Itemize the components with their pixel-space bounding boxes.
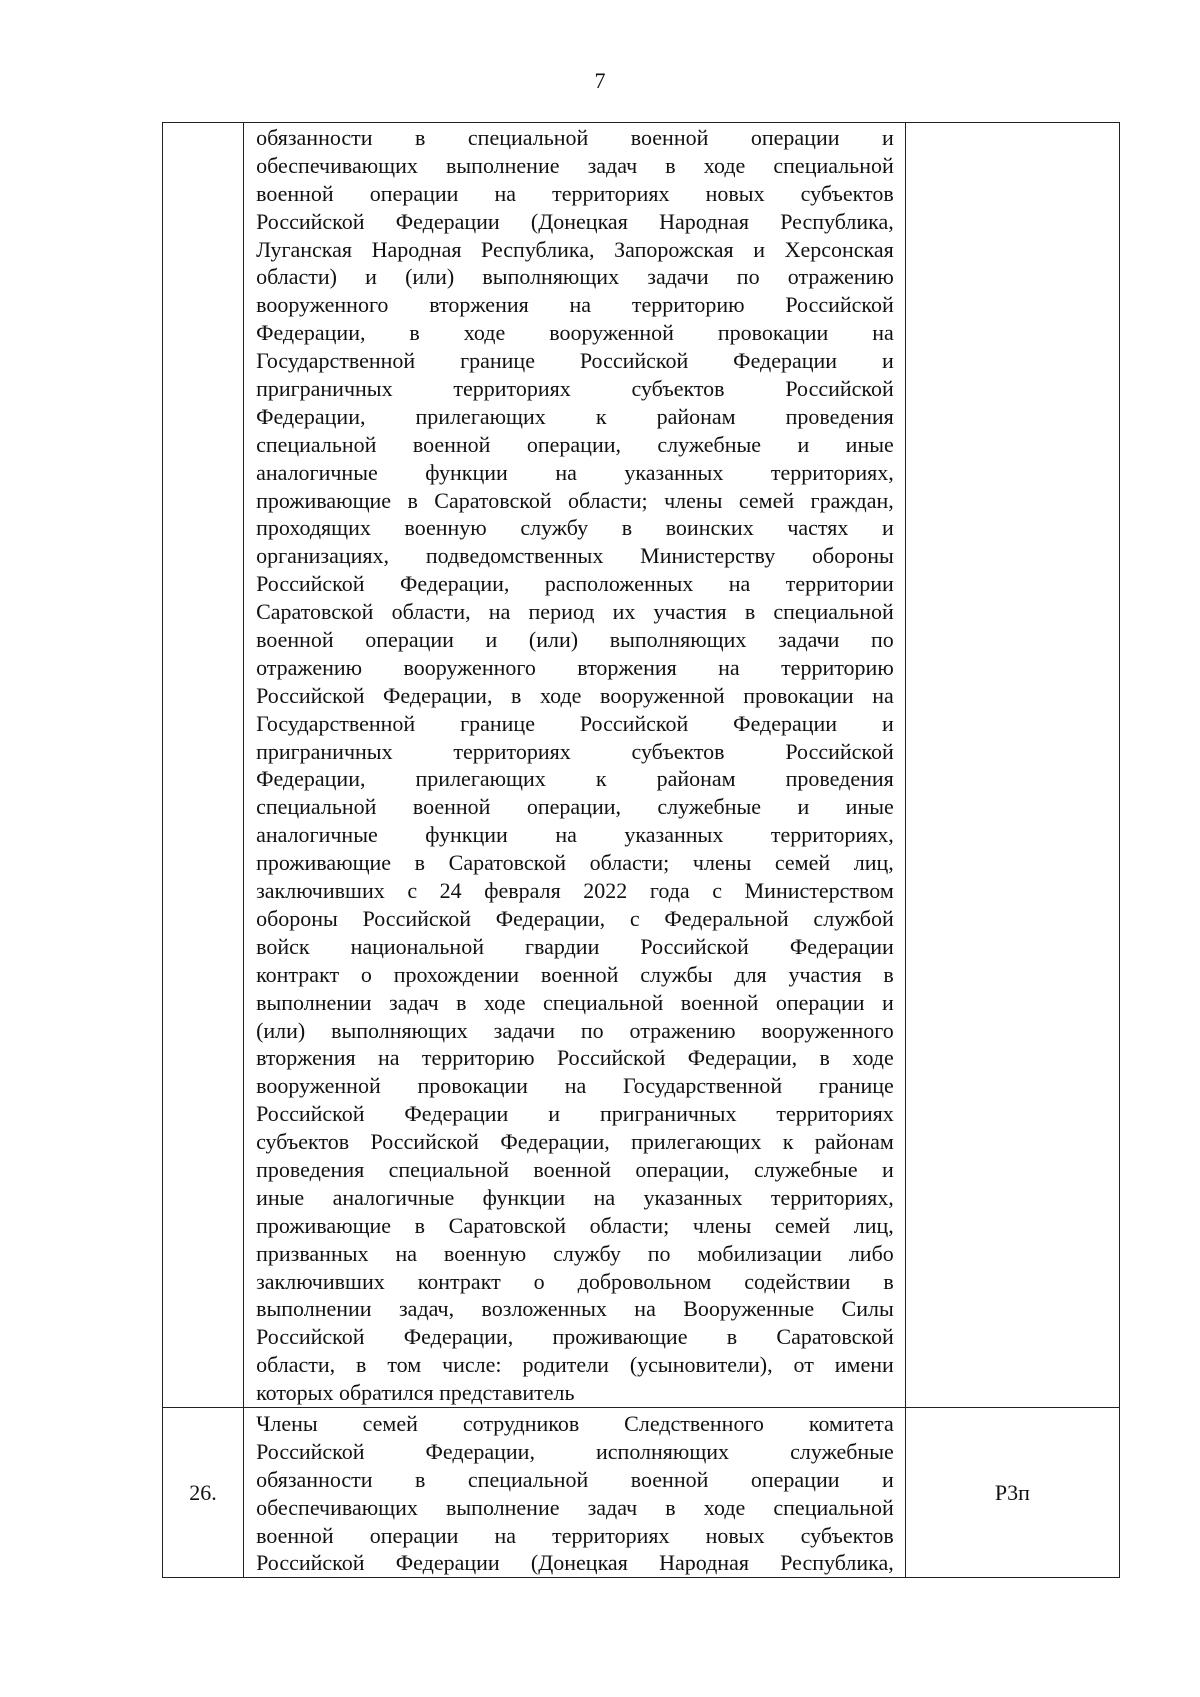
text-line: вторжения на территорию Российской Федерации, в ходе <box>256 1045 894 1071</box>
text-line: военной операции и (или) выполняющих задачи по <box>256 627 894 653</box>
text-line: области, в том числе: родители (усыновители), от имени <box>256 1352 894 1378</box>
text-line: обеспечивающих выполнение задач в ходе специальной <box>256 1494 894 1520</box>
text-line: Луганская Народная Республика, Запорожская и Херсонская <box>256 236 894 262</box>
text-line: (или) выполняющих задачи по отражению вооруженного <box>256 1017 894 1043</box>
text-line: иные аналогичные функции на указанных территориях, <box>256 1184 894 1210</box>
text-line: обороны Российской Федерации, с Федеральной службой <box>256 905 894 931</box>
text-line: вооруженной провокации на Государственной границе <box>256 1073 894 1099</box>
text-line: Федерации, прилегающих к районам проведения <box>256 766 894 792</box>
text-line: аналогичные функции на указанных территориях, <box>256 822 894 848</box>
text-line: обязанности в специальной военной операции и <box>256 125 894 150</box>
text-line: контракт о прохождении военной службы для участия в <box>256 961 894 987</box>
row-code-cell <box>905 123 1119 1408</box>
text-line: организациях, подведомственных Министерству обороны <box>256 543 894 569</box>
row-text-cell <box>244 123 906 1408</box>
text-line: Государственной границе Российской Федерации и <box>256 348 894 374</box>
row-number-cell <box>163 123 244 1408</box>
text-line: Федерации, прилегающих к районам проведения <box>256 403 894 429</box>
text-line: проходящих военную службу в воинских частях и <box>256 515 894 541</box>
table-row <box>163 123 1120 1408</box>
text-line: проживающие в Саратовской области; члены семей лиц, <box>256 1212 894 1238</box>
text-line: войск национальной гвардии Российской Федерации <box>256 933 894 959</box>
page-number: 7 <box>594 68 606 93</box>
text-line: вооруженного вторжения на территорию Российской <box>256 292 894 318</box>
text-line: военной операции на территориях новых субъектов <box>256 1522 894 1548</box>
text-line: выполнении задач, возложенных на Вооруженные Силы <box>256 1296 894 1322</box>
text-line: субъектов Российской Федерации, прилегающих к районам <box>256 1129 894 1155</box>
text-line: обеспечивающих выполнение задач в ходе специальной <box>256 152 894 178</box>
text-line: области) и (или) выполняющих задачи по отражению <box>256 264 894 290</box>
text-line: специальной военной операции, служебные и иные <box>256 431 894 457</box>
text-line: отражению вооруженного вторжения на территорию <box>256 654 894 680</box>
row-code-cell: Р3п <box>905 1408 1119 1578</box>
text-line: Российской Федерации, исполняющих служебные <box>256 1438 894 1464</box>
table-row <box>163 1408 1120 1578</box>
text-line: Саратовской области, на период их участия в специальной <box>256 599 894 625</box>
text-line: Российской Федерации (Донецкая Народная Республика, <box>256 1550 894 1576</box>
text-line: обязанности в специальной военной операции и <box>256 1466 894 1492</box>
text-line: Государственной границе Российской Федерации и <box>256 710 894 736</box>
text-line: призванных на военную службу по мобилизации либо <box>256 1240 894 1266</box>
document-table <box>162 122 1120 1578</box>
text-line: проведения специальной военной операции, служебные и <box>256 1156 894 1182</box>
text-line: специальной военной операции, служебные и иные <box>256 794 894 820</box>
row-text <box>256 1410 894 1577</box>
text-line: приграничных территориях субъектов Российской <box>256 738 894 764</box>
text-line: Российской Федерации, в ходе вооруженной провокации на <box>256 682 894 708</box>
text-line: Российской Федерации, проживающие в Саратовской <box>256 1324 894 1350</box>
text-line: Российской Федерации, расположенных на территории <box>256 571 894 597</box>
row-number-cell: 26. <box>163 1408 244 1578</box>
text-line: аналогичные функции на указанных территориях, <box>256 459 894 485</box>
text-line: Члены семей сотрудников Следственного комитета <box>256 1411 894 1436</box>
text-line: выполнении задач в ходе специальной военной операции и <box>256 989 894 1015</box>
text-line: Российской Федерации и приграничных территориях <box>256 1101 894 1127</box>
text-line: заключивших с 24 февраля 2022 года с Министерством <box>256 878 894 904</box>
text-line: заключивших контракт о добровольном содействии в <box>256 1268 894 1294</box>
row-text <box>256 124 894 1407</box>
row-text-cell <box>244 1408 906 1578</box>
text-line: которых обратился представитель <box>256 1380 575 1406</box>
text-line: приграничных территориях субъектов Российской <box>256 376 894 402</box>
text-line: военной операции на территориях новых субъектов <box>256 180 894 206</box>
text-line: проживающие в Саратовской области; члены семей граждан, <box>256 487 894 513</box>
text-line: Федерации, в ходе вооруженной провокации на <box>256 320 894 346</box>
text-line: Российской Федерации (Донецкая Народная Республика, <box>256 208 894 234</box>
text-line: проживающие в Саратовской области; члены семей лиц, <box>256 850 894 876</box>
